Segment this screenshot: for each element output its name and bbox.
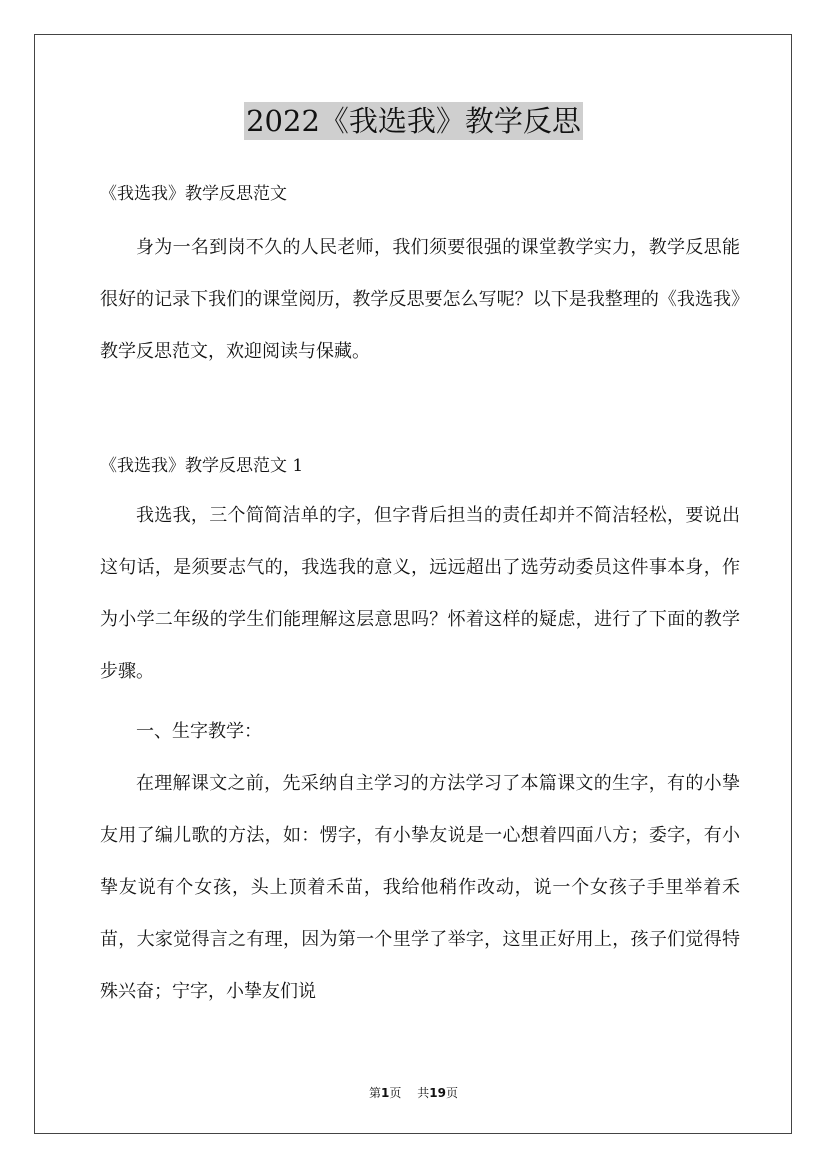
- page-total: [417, 1086, 458, 1100]
- document-subtitle: 《我选我》教学反思范文: [100, 184, 287, 204]
- total-prefix: 共: [417, 1086, 430, 1100]
- title-container: [0, 102, 827, 140]
- list-item-heading: 一、生字教学：: [136, 721, 262, 742]
- total-suffix: 页: [445, 1086, 458, 1100]
- section-paragraph-2: 在理解课文之前，先采纳自主学习的方法学习了本篇课文的生字，有的小挚友用了编儿歌的方法，如：愣字，有小挚友说是一心想着四面八方；委字，有小挚友说有个女孩，头上顶着禾苗，我给他稍作改动，说一个女孩子手里举着禾苗，大家觉得言之有理，因为第一个里学了举字，这里正好用上，孩子们觉得特殊兴奋；宁字，小挚友们说: [100, 773, 740, 1002]
- page-current: 1: [381, 1086, 390, 1100]
- section-paragraph: 我选我，三个简简洁单的字，但字背后担当的责任却并不简洁轻松，要说出这句话，是须要志气的，我选我的意义，远远超出了选劳动委员这件事本身，作为小学二年级的学生们能理解这层意思吗？怀着这样的疑虑，进行了下面的教学步骤。: [100, 505, 740, 682]
- page-number: [369, 1086, 401, 1100]
- page-total-count: 19: [429, 1086, 446, 1100]
- page-footer: [0, 1084, 827, 1101]
- section-heading: 《我选我》教学反思范文 1: [100, 456, 304, 476]
- page-prefix: 第: [369, 1086, 382, 1100]
- intro-paragraph: 身为一名到岗不久的人民老师，我们须要很强的课堂教学实力，教学反思能很好的记录下我们的课堂阅历，教学反思要怎么写呢？以下是我整理的《我选我》教学反思范文，欢迎阅读与保藏。: [100, 237, 740, 362]
- page-suffix: 页: [389, 1086, 402, 1100]
- document-title: 2022《我选我》教学反思: [246, 104, 581, 138]
